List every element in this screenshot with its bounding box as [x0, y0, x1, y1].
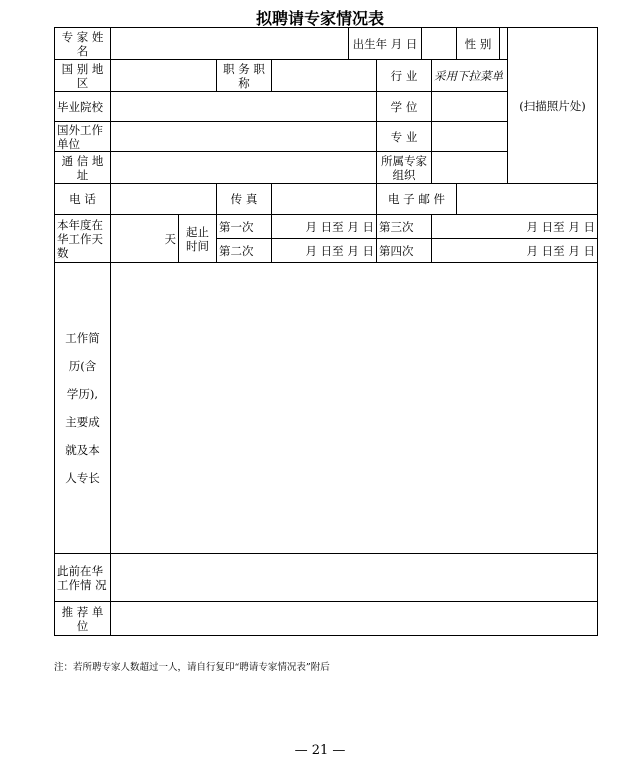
name-field[interactable] — [111, 28, 349, 60]
footnote: 注：若所聘专家人数超过一人，请自行复印“聘请专家情况表”附后 — [54, 662, 330, 673]
major-label: 专 业 — [377, 122, 432, 152]
name-label: 专 家 姓 名 — [55, 28, 111, 60]
fax-label: 传 真 — [217, 184, 272, 215]
phone-field[interactable] — [111, 184, 217, 215]
address-field[interactable] — [111, 152, 377, 184]
page-title: 拟聘请专家情况表 — [255, 9, 384, 28]
school-field[interactable] — [111, 92, 377, 122]
expert-form-table — [54, 27, 598, 636]
first-label: 第一次 — [217, 215, 272, 239]
country-label: 国 别 地 区 — [55, 60, 111, 92]
birth-label: 出生年 月 日 — [349, 28, 422, 60]
gender-label: 性 别 — [457, 28, 500, 59]
foreign-unit-field[interactable] — [111, 122, 377, 152]
fourth-label: 第四次 — [377, 239, 432, 263]
days-label: 本年度在华工作天数 — [55, 215, 111, 263]
major-field[interactable] — [432, 122, 508, 152]
recommend-field[interactable] — [111, 602, 598, 636]
post-label: 职 务 职 称 — [217, 60, 272, 92]
degree-field[interactable] — [432, 92, 508, 122]
email-field[interactable] — [457, 184, 598, 215]
recommend-label: 推 荐 单 位 — [55, 602, 111, 636]
photo-placeholder: (扫描照片处) — [508, 28, 598, 184]
industry-label: 行 业 — [377, 60, 432, 92]
period-label: 起止时间 — [179, 215, 217, 263]
second-label: 第二次 — [217, 239, 272, 263]
address-label: 通 信 地 址 — [55, 152, 111, 184]
gender-field[interactable] — [500, 28, 508, 59]
third-label: 第三次 — [377, 215, 432, 239]
second-range[interactable]: 月 日至 月 日 — [272, 239, 377, 263]
degree-label: 学 位 — [377, 92, 432, 122]
phone-label: 电 话 — [55, 184, 111, 215]
foreign-unit-label: 国外工作单位 — [55, 122, 111, 152]
fax-field[interactable] — [272, 184, 377, 215]
resume-field[interactable] — [111, 263, 598, 554]
prior-field[interactable] — [111, 554, 598, 602]
post-field[interactable] — [272, 60, 377, 92]
resume-label: 工作简 历(含 学历), 主要成 就及本 人专长 — [55, 263, 111, 554]
country-field[interactable] — [111, 60, 217, 92]
email-label: 电 子 邮 件 — [377, 184, 457, 215]
org-field[interactable] — [432, 152, 508, 184]
days-field[interactable]: 天 — [111, 215, 179, 263]
prior-label: 此前在华工作情 况 — [55, 554, 111, 602]
school-label: 毕业院校 — [55, 92, 111, 122]
industry-dropdown[interactable]: 采用下拉菜单 — [432, 60, 508, 92]
third-range[interactable]: 月 日至 月 日 — [432, 215, 598, 239]
first-range[interactable]: 月 日至 月 日 — [272, 215, 377, 239]
page-number: — 21 — — [294, 743, 346, 758]
birth-field[interactable] — [422, 28, 457, 60]
org-label: 所属专家组织 — [377, 152, 432, 184]
fourth-range[interactable]: 月 日至 月 日 — [432, 239, 598, 263]
